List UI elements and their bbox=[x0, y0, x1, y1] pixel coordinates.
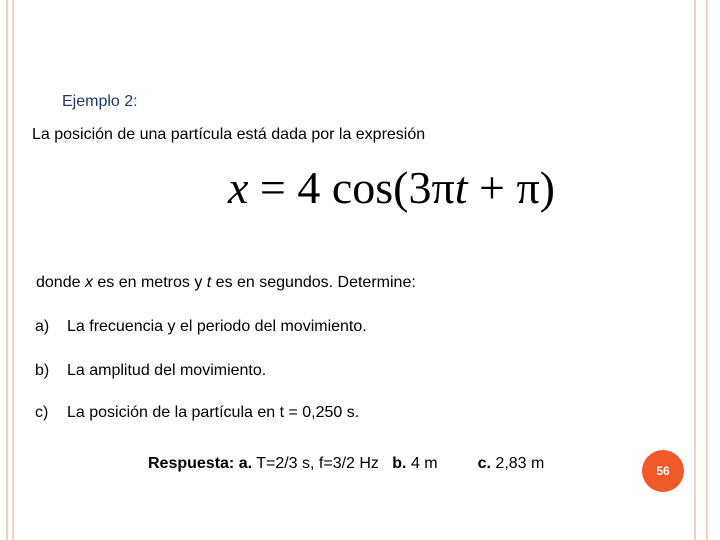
question-item-c bbox=[35, 404, 359, 422]
units-pre: donde bbox=[36, 274, 85, 291]
frame-line-right-inner bbox=[694, 0, 696, 540]
frame-line-left-outer bbox=[6, 0, 8, 540]
units-post: es en segundos. Determine: bbox=[211, 274, 416, 291]
slide-title: Ejemplo 2: bbox=[62, 93, 138, 110]
question-label: c) bbox=[35, 404, 49, 421]
position-formula bbox=[228, 162, 556, 213]
answer-b-text: 4 m bbox=[410, 455, 438, 472]
question-item-a bbox=[35, 318, 367, 336]
formula-variable-x: x bbox=[228, 162, 249, 213]
formula-variable-t: t bbox=[454, 162, 468, 213]
answer-heading: Respuesta: bbox=[148, 455, 235, 472]
units-t: t bbox=[206, 274, 212, 291]
formula-rest: + π) bbox=[467, 162, 556, 213]
question-text: La frecuencia y el periodo del movimiento. bbox=[67, 318, 367, 335]
units-x: x bbox=[84, 274, 93, 291]
question-text: La amplitud del movimiento. bbox=[67, 362, 267, 379]
intro-text: La posición de una partícula está dada por la expresión bbox=[32, 126, 426, 143]
question-label: a) bbox=[35, 318, 50, 335]
answer-a-text: T=2/3 s, f=3/2 Hz bbox=[256, 455, 379, 472]
answer-b-label: b. bbox=[392, 455, 407, 472]
page-number-badge: 56 bbox=[642, 450, 684, 492]
question-text: La posición de la partícula en t = 0,250 s. bbox=[67, 404, 360, 421]
units-mid: es en metros y bbox=[92, 274, 207, 291]
answer-c-text: 2,83 m bbox=[495, 455, 545, 472]
answer-a-label: a. bbox=[238, 455, 253, 472]
question-label: b) bbox=[35, 362, 50, 379]
frame-line-left-inner bbox=[12, 0, 14, 540]
frame-line-right-outer bbox=[706, 0, 708, 540]
answer-c-label: c. bbox=[477, 455, 491, 472]
question-item-b bbox=[35, 362, 266, 380]
formula-equation: = 4 cos(3π bbox=[248, 162, 455, 213]
units-text bbox=[36, 274, 416, 292]
answer-line bbox=[148, 455, 544, 473]
